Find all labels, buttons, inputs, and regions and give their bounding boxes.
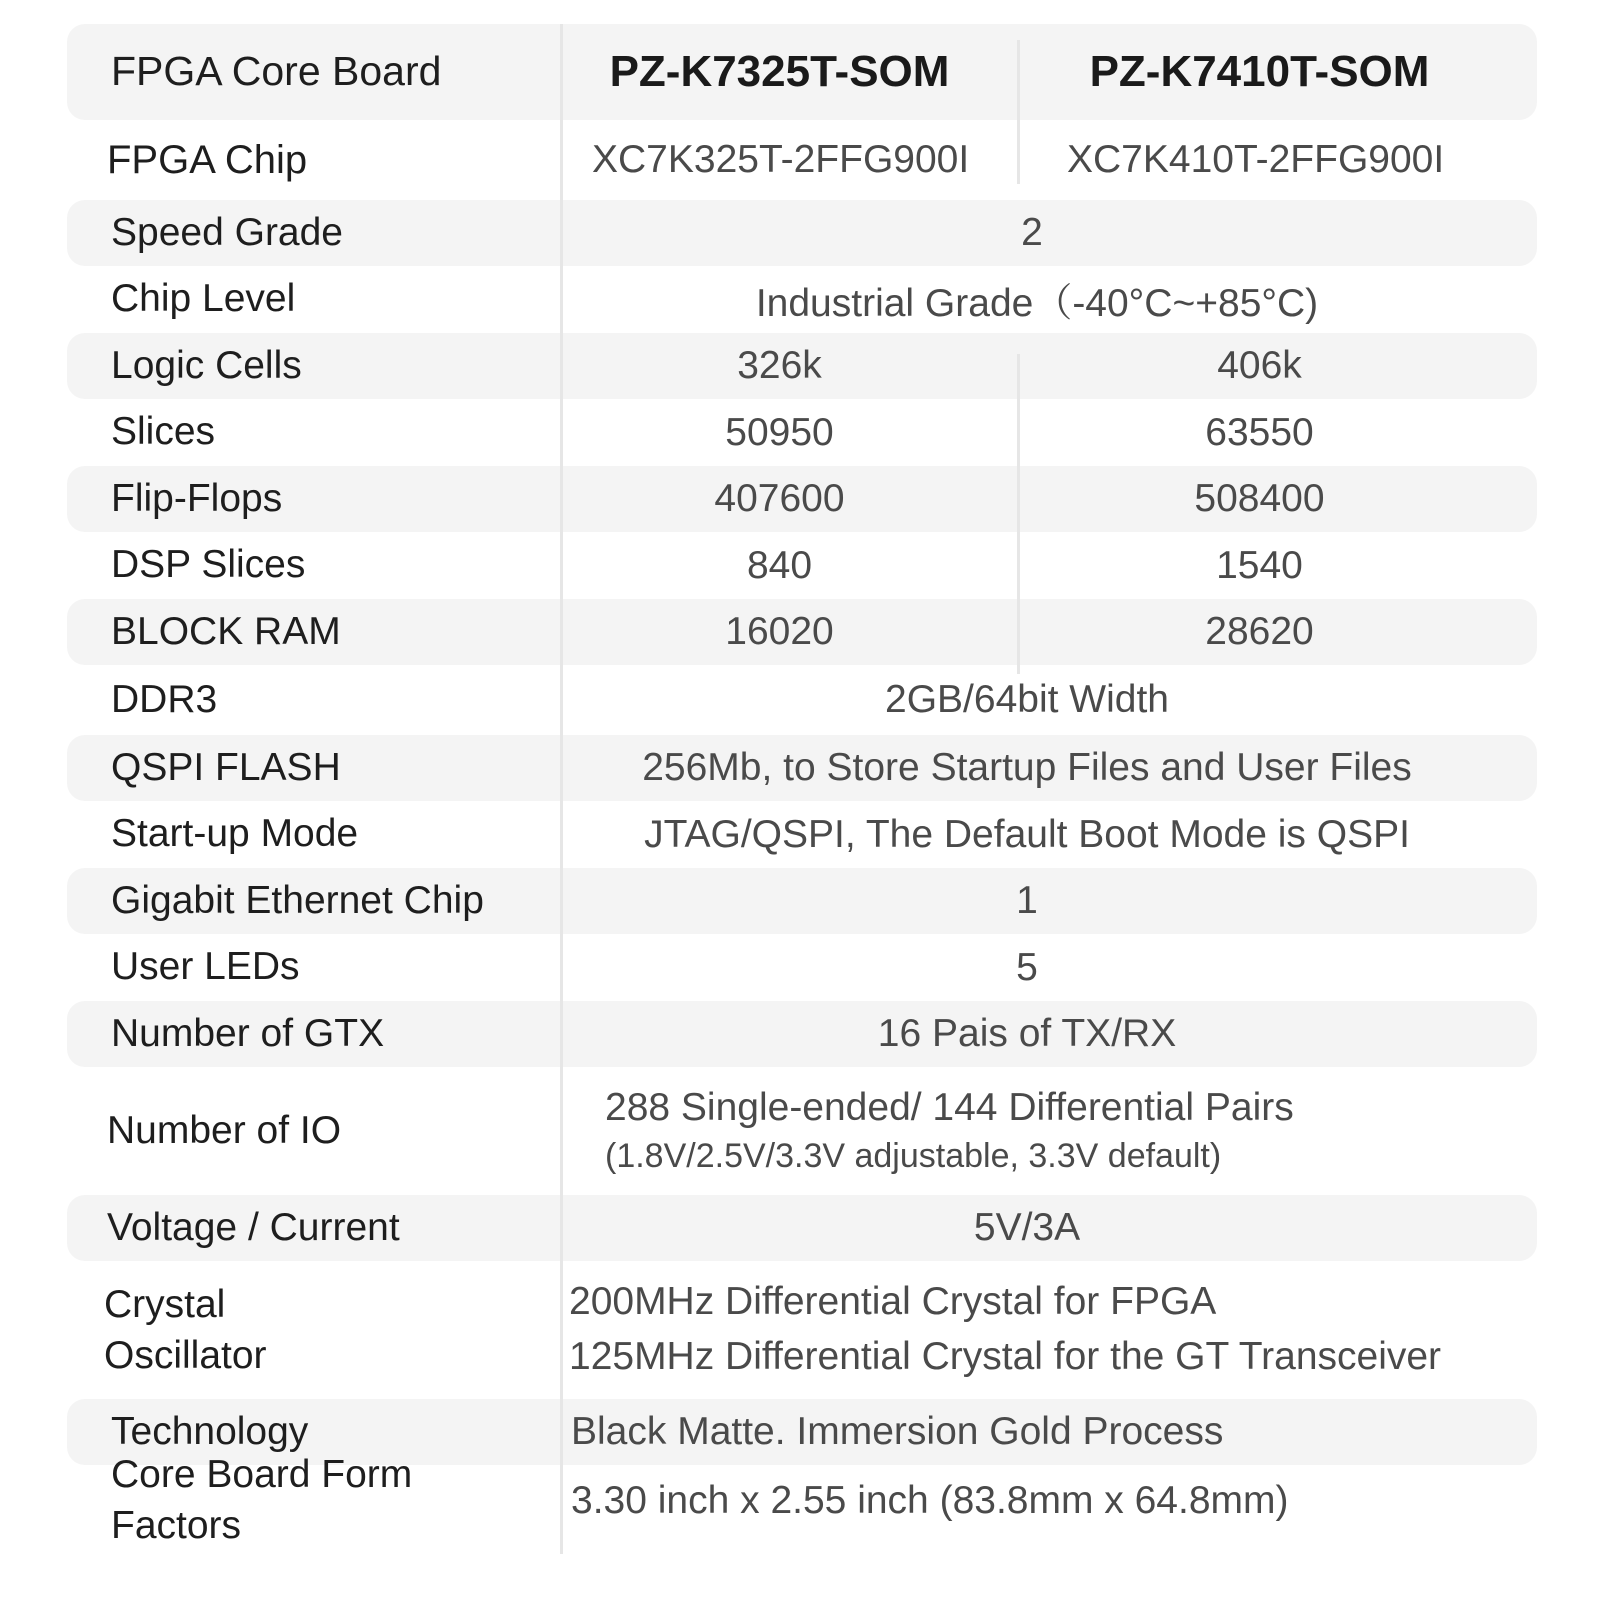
cell-model-2: 406k bbox=[1217, 344, 1302, 387]
table-row bbox=[67, 466, 1537, 532]
row-label: QSPI FLASH bbox=[111, 745, 341, 789]
header-model-1: PZ-K7325T-SOM bbox=[609, 47, 950, 96]
row-cells bbox=[547, 1399, 1537, 1465]
table-row bbox=[67, 333, 1537, 399]
cell-model-2: 28620 bbox=[1205, 610, 1314, 653]
table-header-row bbox=[67, 24, 1537, 120]
cell-shared-value: 256Mb, to Store Startup Files and User Files bbox=[642, 746, 1412, 789]
table-row bbox=[67, 1453, 1537, 1547]
table-row bbox=[67, 1195, 1537, 1261]
crystal-label-line-2: Oscillator bbox=[104, 1334, 267, 1377]
cell-shared-value: 2 bbox=[1021, 211, 1043, 254]
table-row bbox=[67, 1067, 1537, 1195]
crystal-value-line-1: 200MHz Differential Crystal for FPGA bbox=[569, 1280, 1217, 1324]
row-label: Number of IO bbox=[107, 1108, 342, 1152]
cell-model-2: 63550 bbox=[1205, 410, 1314, 454]
row-label: Start-up Mode bbox=[111, 812, 359, 856]
row-label bbox=[67, 1279, 547, 1382]
row-cells bbox=[547, 266, 1537, 333]
header-model-2: PZ-K7410T-SOM bbox=[1089, 47, 1430, 96]
cell-shared-value: Industrial Grade（-40°C~+85°C) bbox=[755, 281, 1319, 325]
table-row bbox=[67, 934, 1537, 1001]
row-label: Slices bbox=[111, 410, 216, 454]
row-cells bbox=[547, 1261, 1537, 1399]
row-cells bbox=[547, 200, 1537, 266]
table-row bbox=[67, 599, 1537, 665]
row-cells bbox=[547, 333, 1537, 399]
column-divider-models-top bbox=[1017, 40, 1020, 184]
row-label: DSP Slices bbox=[111, 543, 306, 587]
row-label: Voltage / Current bbox=[107, 1205, 400, 1249]
column-divider-main bbox=[560, 24, 563, 1554]
cell-model-1: 326k bbox=[737, 344, 822, 387]
cell-shared-value: 1 bbox=[1016, 879, 1038, 922]
row-label: BLOCK RAM bbox=[111, 609, 341, 653]
column-divider-models-mid bbox=[1017, 354, 1020, 674]
cell-shared-value: 5V/3A bbox=[973, 1206, 1081, 1249]
cell-model-1: 50950 bbox=[725, 410, 834, 454]
table-row bbox=[67, 1001, 1537, 1067]
table-row bbox=[67, 735, 1537, 801]
io-value-line-2: (1.8V/2.5V/3.3V adjustable, 3.3V default) bbox=[605, 1137, 1222, 1176]
row-cells bbox=[547, 801, 1537, 868]
cell-shared-value: JTAG/QSPI, The Default Boot Mode is QSPI bbox=[644, 812, 1410, 856]
cell-shared-value bbox=[547, 1275, 1507, 1384]
header-cells bbox=[547, 24, 1537, 120]
row-cells bbox=[547, 599, 1537, 665]
cell-model-1: 16020 bbox=[725, 610, 834, 653]
cell-shared-value bbox=[547, 1082, 1507, 1181]
row-label: User LEDs bbox=[111, 945, 300, 989]
row-cells bbox=[547, 399, 1537, 466]
row-label: Speed Grade bbox=[111, 210, 344, 254]
table-row bbox=[67, 120, 1537, 200]
table-row bbox=[67, 868, 1537, 934]
row-cells bbox=[547, 934, 1537, 1001]
row-label: Flip-Flops bbox=[111, 476, 283, 520]
row-label: Logic Cells bbox=[111, 343, 302, 387]
row-cells bbox=[547, 1067, 1537, 1195]
cell-model-2: 508400 bbox=[1194, 477, 1325, 520]
table-row bbox=[67, 801, 1537, 868]
row-label: Gigabit Ethernet Chip bbox=[111, 878, 484, 922]
crystal-label-line-1: Crystal bbox=[104, 1282, 226, 1326]
row-label: Core Board Form Factors bbox=[111, 1453, 413, 1547]
table-row bbox=[67, 266, 1537, 333]
row-cells bbox=[547, 1001, 1537, 1067]
row-cells bbox=[547, 120, 1537, 200]
cell-model-1: 840 bbox=[746, 543, 813, 587]
row-cells bbox=[547, 532, 1537, 599]
row-cells bbox=[547, 665, 1537, 735]
cell-shared-value: Black Matte. Immersion Gold Process bbox=[571, 1410, 1224, 1453]
row-cells bbox=[547, 1465, 1537, 1537]
row-label: FPGA Chip bbox=[107, 138, 308, 182]
row-label: Number of GTX bbox=[111, 1011, 385, 1055]
cell-model-1: 407600 bbox=[714, 477, 845, 520]
cell-model-2: XC7K410T-2FFG900I bbox=[1067, 138, 1445, 181]
row-label: Technology bbox=[111, 1409, 309, 1453]
cell-shared-value: 3.30 inch x 2.55 inch (83.8mm x 64.8mm) bbox=[571, 1479, 1289, 1522]
row-cells bbox=[547, 1195, 1537, 1261]
cell-model-1: XC7K325T-2FFG900I bbox=[592, 138, 970, 181]
row-label: Chip Level bbox=[111, 277, 296, 321]
spec-table bbox=[67, 24, 1537, 1547]
cell-shared-value: 5 bbox=[1016, 945, 1038, 989]
row-cells bbox=[547, 466, 1537, 532]
cell-shared-value: 2GB/64bit Width bbox=[885, 678, 1169, 721]
table-row bbox=[67, 1261, 1537, 1399]
row-cells bbox=[547, 868, 1537, 934]
cell-shared-value: 16 Pais of TX/RX bbox=[877, 1012, 1177, 1055]
table-row bbox=[67, 399, 1537, 466]
table-row bbox=[67, 532, 1537, 599]
table-row bbox=[67, 665, 1537, 735]
io-value-line-1: 288 Single-ended/ 144 Differential Pairs bbox=[605, 1085, 1294, 1129]
cell-model-2: 1540 bbox=[1216, 543, 1303, 587]
row-label: DDR3 bbox=[111, 677, 218, 721]
header-label: FPGA Core Board bbox=[111, 48, 442, 95]
crystal-value-line-2: 125MHz Differential Crystal for the GT Transceiver bbox=[569, 1335, 1442, 1378]
row-cells bbox=[547, 735, 1537, 801]
table-row bbox=[67, 200, 1537, 266]
